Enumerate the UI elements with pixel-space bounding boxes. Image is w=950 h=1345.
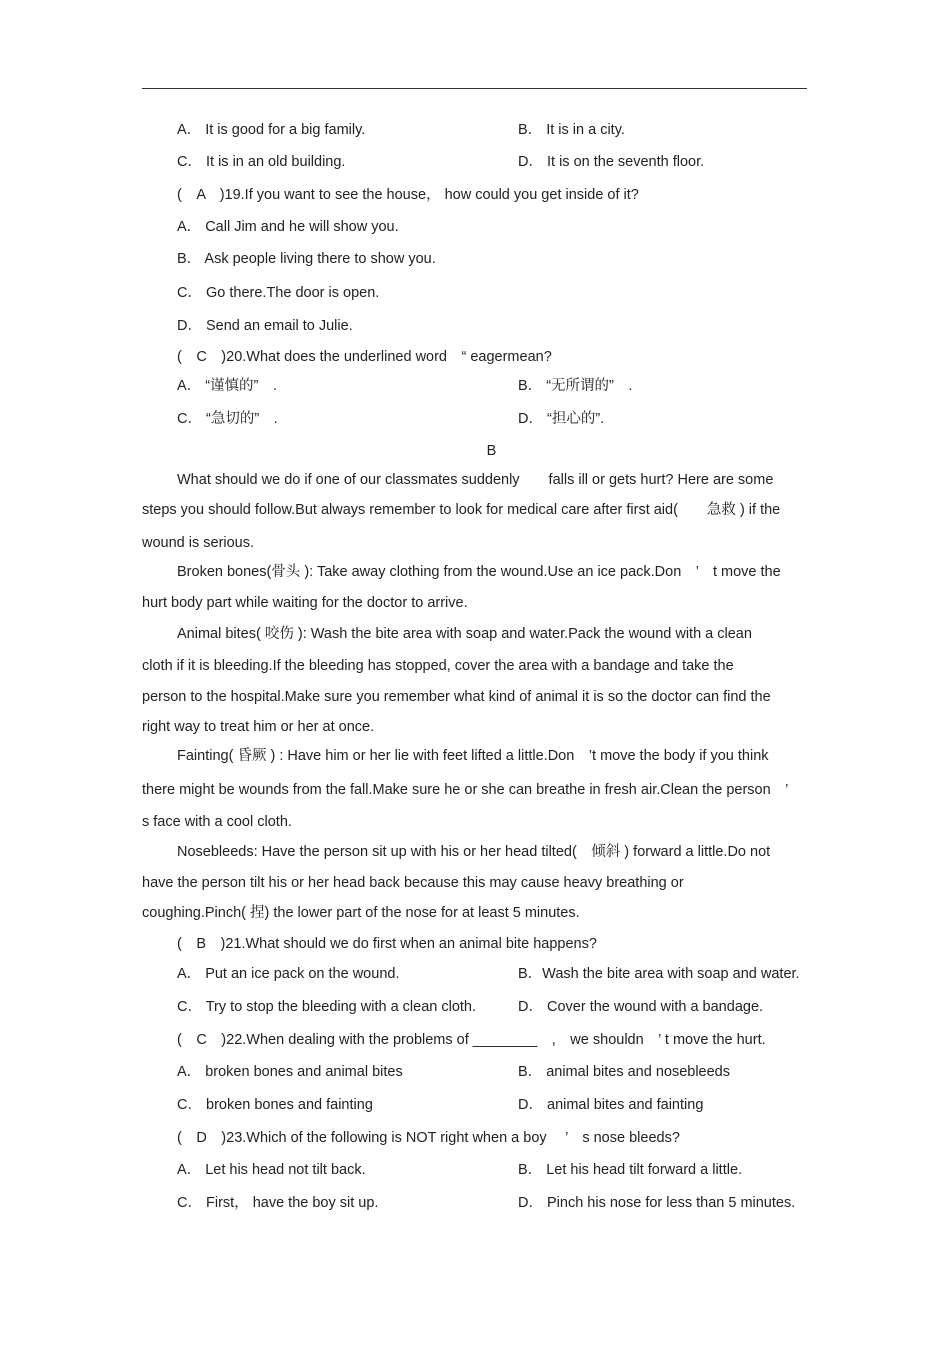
q21-option-a: A． Put an ice pack on the wound. (177, 966, 400, 982)
q19-option-d: D． Send an email to Julie. (177, 318, 353, 334)
passage-p5-line1: Nosebleeds: Have the person sit up with his or her head tilted( 倾斜 ) forward a little.Do not (177, 844, 771, 860)
passage-p2-line2: hurt body part while waiting for the doctor to arrive. (142, 595, 468, 611)
passage-p5-line2: have the person tilt his or her head back because this may cause heavy breathing or (142, 875, 684, 891)
q21-option-c: C． Try to stop the bleeding with a clean cloth. (177, 999, 477, 1015)
passage-p3-line3: person to the hospital.Make sure you remember what kind of animal it is so the doctor can find the (142, 689, 771, 705)
q18-option-d: D． It is on the seventh floor. (518, 154, 705, 170)
q21-option-d: D． Cover the wound with a bandage. (518, 999, 764, 1015)
section-label: B (486, 443, 497, 459)
passage-p3-line2: cloth if it is bleeding.If the bleeding has stopped, cover the area with a bandage and take the (142, 658, 734, 674)
q23-option-b: B． Let his head tilt forward a little. (518, 1162, 743, 1178)
passage-p1-line2: steps you should follow.But always remember to look for medical care after first aid( 急救 ) if the (142, 502, 781, 518)
q20-option-d: D． “担心的”. (518, 411, 605, 427)
q18-option-b: B． It is in a city. (518, 122, 625, 138)
passage-p5-line3: coughing.Pinch( 捏) the lower part of the nose for at least 5 minutes. (142, 905, 580, 921)
q22-option-c: C． broken bones and fainting (177, 1097, 373, 1113)
q19-stem: ( A )19.If you want to see the house， how could you get inside of it? (177, 187, 639, 203)
q20-option-a: A． “谨慎的” . (177, 378, 277, 394)
q20-option-b: B． “无所谓的” . (518, 378, 633, 394)
header-rule (142, 88, 807, 89)
q23-stem: ( D )23.Which of the following is NOT right when a boy ’ s nose bleeds? (177, 1130, 680, 1146)
q22-option-b: B． animal bites and nosebleeds (518, 1064, 730, 1080)
q23-option-d: D． Pinch his nose for less than 5 minutes. (518, 1195, 796, 1211)
q18-option-c: C． It is in an old building. (177, 154, 346, 170)
passage-p2-line1: Broken bones(骨头 ): Take away clothing from the wound.Use an ice pack.Don ’ t move the (177, 564, 781, 580)
q19-option-a: A． Call Jim and he will show you. (177, 219, 399, 235)
q19-option-b: B． Ask people living there to show you. (177, 251, 436, 267)
q22-stem: ( C )22.When dealing with the problems of ________ , we shouldn ’ t move the hurt. (177, 1032, 766, 1048)
passage-p4-line3: s face with a cool cloth. (142, 814, 292, 830)
q18-option-a: A． It is good for a big family. (177, 122, 366, 138)
q20-option-c: C． “急切的” . (177, 411, 278, 427)
passage-p3-line4: right way to treat him or her at once. (142, 719, 375, 735)
q21-option-b: B．Wash the bite area with soap and water. (518, 966, 800, 982)
passage-p4-line1: Fainting( 昏厥 ) : Have him or her lie with feet lifted a little.Don ’t move the body if you think (177, 748, 769, 764)
q19-option-c: C． Go there.The door is open. (177, 285, 380, 301)
q22-option-d: D． animal bites and fainting (518, 1097, 704, 1113)
q23-option-c: C． First， have the boy sit up. (177, 1195, 379, 1211)
q20-stem: ( C )20.What does the underlined word “ eagermean? (177, 349, 552, 365)
passage-p4-line2: there might be wounds from the fall.Make sure he or she can breathe in fresh air.Clean the person ’ (142, 782, 789, 798)
passage-p1-line3: wound is serious. (142, 535, 255, 551)
passage-p1-line1: What should we do if one of our classmates suddenly falls ill or gets hurt? Here are some (177, 472, 774, 488)
passage-p3-line1: Animal bites( 咬伤 ): Wash the bite area with soap and water.Pack the wound with a clean (177, 626, 752, 642)
q22-option-a: A． broken bones and animal bites (177, 1064, 403, 1080)
q21-stem: ( B )21.What should we do first when an animal bite happens? (177, 936, 597, 952)
q23-option-a: A． Let his head not tilt back. (177, 1162, 366, 1178)
